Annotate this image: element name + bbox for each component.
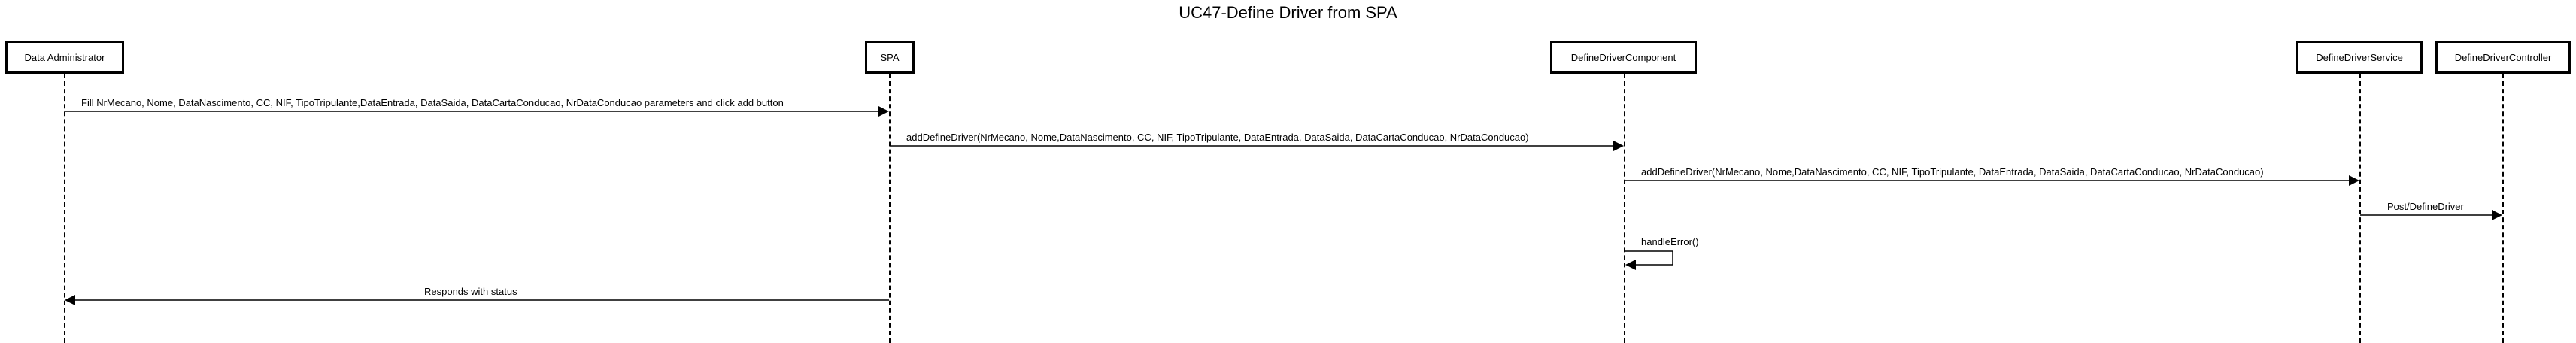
arrowhead-responds-with-status: [65, 295, 75, 305]
arrowhead-post-define-driver: [2492, 210, 2502, 220]
message-label-post-define-driver: Post/DefineDriver: [2387, 201, 2464, 212]
message-label-responds-with-status: Responds with status: [424, 286, 517, 297]
arrowhead-add-define-driver-component: [1613, 141, 1624, 151]
arrowhead-add-define-driver-service: [2349, 175, 2359, 186]
participant-define-driver-service[interactable]: DefineDriverService: [2296, 41, 2423, 74]
participant-define-driver-component[interactable]: DefineDriverComponent: [1550, 41, 1697, 74]
arrowhead-handle-error: [1625, 260, 1636, 270]
message-label-fill-parameters: Fill NrMecano, Nome, DataNascimento, CC, NIF, TipoTripulante,DataEntrada, DataSaida, DataCartaConducao, NrDataConducao parameters and click add button: [81, 97, 784, 108]
message-label-add-define-driver-component: addDefineDriver(NrMecano, Nome,DataNascimento, CC, NIF, TipoTripulante, DataEntrada, DataSaida, DataCartaConducao, NrDataConducao): [906, 132, 1529, 143]
message-label-add-define-driver-service: addDefineDriver(NrMecano, Nome,DataNascimento, CC, NIF, TipoTripulante, DataEntrada, DataSaida, DataCartaConducao, NrDataConducao): [1641, 166, 2264, 178]
participant-spa[interactable]: SPA: [865, 41, 915, 74]
participant-data-administrator[interactable]: Data Administrator: [5, 41, 124, 74]
participant-define-driver-controller[interactable]: DefineDriverController: [2435, 41, 2571, 74]
arrowhead-fill-parameters: [878, 106, 889, 117]
message-label-handle-error: handleError(): [1641, 236, 1699, 247]
diagram-title: UC47-Define Driver from SPA: [1179, 3, 1397, 22]
